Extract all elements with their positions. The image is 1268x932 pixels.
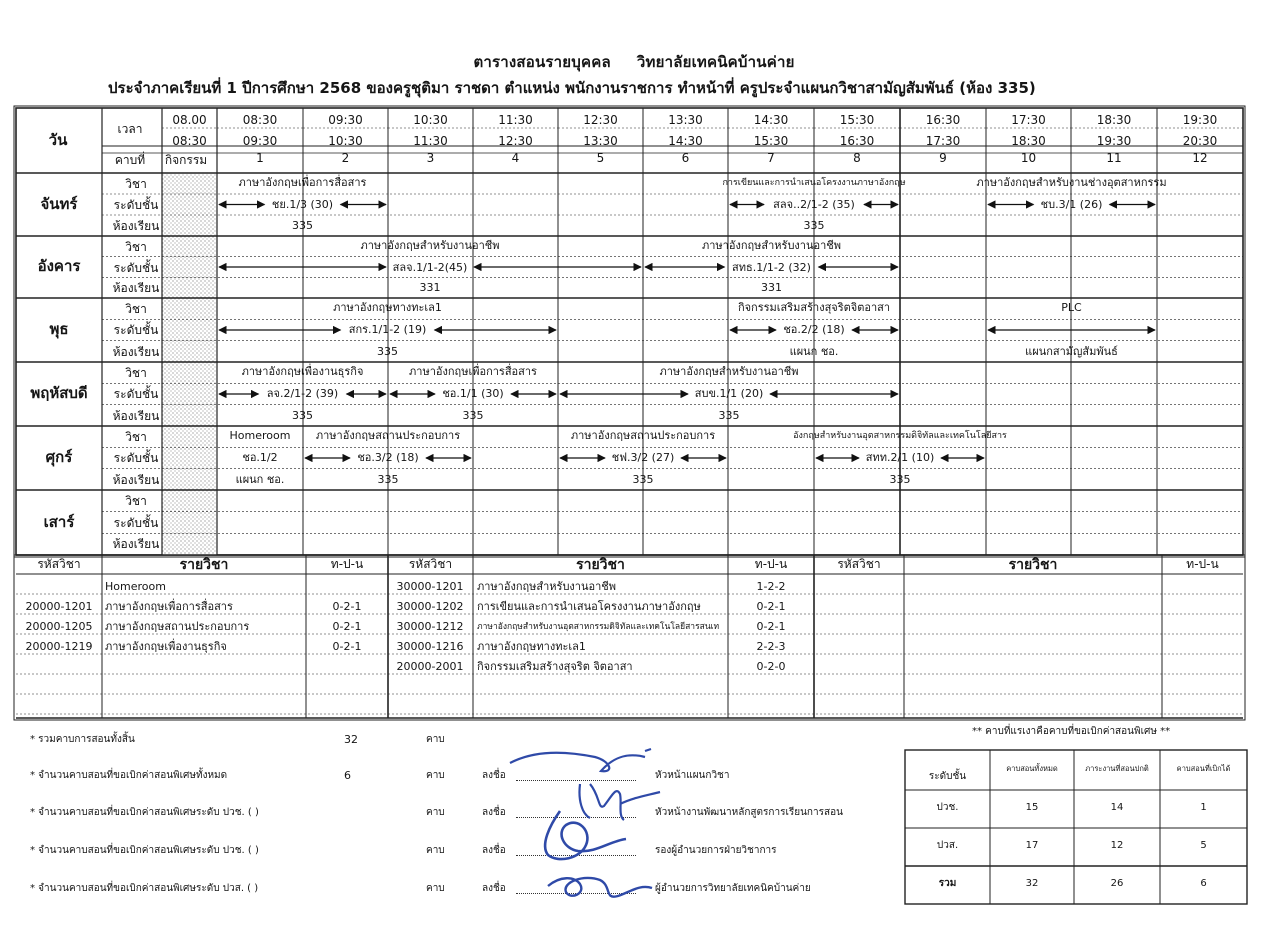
- time-end-2: 10:30: [328, 134, 363, 148]
- class-room: 335: [292, 219, 313, 232]
- subject-name: ภาษาอังกฤษสำหรับงานอาชีพ: [477, 580, 617, 593]
- signer-role: หัวหน้างานพัฒนาหลักสูตรการเรียนการสอน: [655, 807, 843, 818]
- class-subject: Homeroom: [229, 429, 291, 442]
- period-number-9: 9: [939, 151, 947, 165]
- day-2: พุธ: [49, 320, 69, 338]
- time-start-7: 14:30: [753, 113, 789, 127]
- period-number-1: 1: [256, 151, 264, 165]
- period-number-2: 2: [341, 151, 350, 165]
- subjects-header-8: ท-ป-น: [1186, 557, 1219, 571]
- row-label-3-1: ระดับชั้น: [113, 387, 159, 402]
- summary-normal: 12: [1110, 840, 1124, 851]
- class-level: ชอ.2/2 (18): [783, 323, 845, 337]
- subject-tpn: 0-2-0: [756, 660, 786, 673]
- summary-header-1: คาบสอนทั้งหมด: [1006, 764, 1058, 773]
- subjects-header-2: ท-ป-น: [330, 557, 364, 571]
- time-end-10: 18:30: [1011, 134, 1046, 148]
- class-subject: กิจกรรมเสริมสร้างสุจริตจิตอาสา: [737, 301, 891, 314]
- signature-director: [540, 866, 660, 906]
- subject-tpn: 0-2-1: [756, 620, 786, 633]
- class-subject: ภาษาอังกฤษสำหรับงานอาชีพ: [360, 239, 500, 252]
- subject-code: 30000-1201: [396, 580, 464, 593]
- row-label-1-2: ห้องเรียน: [112, 281, 160, 296]
- signer-role: รองผู้อำนวยการฝ่ายวิชาการ: [655, 845, 777, 856]
- time-end-3: 11:30: [413, 134, 448, 148]
- class-room: 335: [377, 344, 398, 358]
- day-1: อังคาร: [37, 257, 81, 275]
- subjects-header-0: รหัสวิชา: [37, 557, 81, 571]
- class-subject: ภาษาอังกฤษเพื่องานธุรกิจ: [241, 365, 364, 378]
- time-label: เวลา: [117, 122, 143, 136]
- class-level: ชอ.1/1 (30): [442, 387, 504, 401]
- period-number-11: 11: [1106, 151, 1122, 165]
- footer-label: * จำนวนคาบสอนที่ขอเบิกค่าสอนพิเศษระดับ ปวช. ( ): [30, 845, 259, 856]
- period-number-10: 10: [1020, 151, 1037, 165]
- title-schedule: ตารางสอนรายบุคคล: [473, 53, 611, 71]
- subject-code: 30000-1216: [396, 640, 464, 653]
- class-level: ชบ.3/1 (26): [1040, 198, 1103, 211]
- subject-name: Homeroom: [105, 580, 166, 593]
- time-start-3: 10:30: [413, 113, 448, 127]
- time-end-7: 15:30: [753, 134, 789, 148]
- subjects-header-6: รหัสวิชา: [837, 557, 881, 571]
- class-subject: ภาษาอังกฤษเพื่อการสื่อสาร: [238, 176, 367, 189]
- row-label-0-1: ระดับชั้น: [113, 198, 159, 212]
- subject-tpn: 0-2-1: [756, 600, 786, 613]
- period-number-4: 4: [511, 151, 520, 165]
- period-number-6: 6: [681, 151, 690, 165]
- time-end-6: 14:30: [668, 134, 703, 148]
- row-label-3-2: ห้องเรียน: [112, 408, 160, 423]
- class-level: สทธ.1/1-2 (32): [732, 260, 811, 274]
- class-level: สลจ.1/1-2(45): [392, 260, 468, 274]
- footer-unit: คาบ: [426, 883, 445, 894]
- class-level: สลจ..2/1-2 (35): [773, 198, 855, 211]
- time-end-5: 13:30: [583, 134, 618, 148]
- sign-label: ลงชื่อ: [482, 845, 506, 856]
- row-label-0-0: วิชา: [125, 177, 147, 191]
- summary-level: รวม: [938, 878, 957, 889]
- subjects-header-5: ท-ป-น: [754, 557, 788, 571]
- subjects-header-3: รหัสวิชา: [408, 557, 453, 571]
- time-start-8: 15:30: [839, 113, 875, 127]
- summary-header-2: ภาระงานที่สอนปกติ: [1085, 764, 1149, 773]
- class-level: ชอ.1/2: [242, 451, 278, 465]
- time-end-4: 12:30: [498, 134, 533, 148]
- class-level: สกร.1/1-2 (19): [348, 323, 427, 337]
- day-column-header: วัน: [48, 131, 68, 149]
- sign-label: ลงชื่อ: [482, 807, 506, 818]
- class-room: แผนก ชอ.: [789, 344, 839, 358]
- day-3: พฤหัสบดี: [30, 384, 88, 402]
- subject-name: กิจกรรมเสริมสร้างสุจริต จิตอาสา: [477, 660, 633, 673]
- footer-value: 6: [344, 769, 351, 782]
- class-level: ชฟ.3/2 (27): [611, 451, 675, 465]
- day-4: ศุกร์: [45, 448, 73, 466]
- class-room: 335: [377, 472, 399, 486]
- footer-value: 32: [344, 733, 358, 746]
- period-number-8: 8: [853, 151, 861, 165]
- day-5: เสาร์: [43, 512, 75, 531]
- time-start-10: 17:30: [1011, 113, 1046, 127]
- class-subject: อังกฤษสำหรับงานอุตสาหกรรมดิจิทัลและเทคโนโลยีสาร: [793, 431, 1007, 441]
- row-label-2-0: วิชา: [125, 302, 147, 316]
- class-room: 335: [889, 472, 911, 486]
- period-number-12: 12: [1192, 151, 1208, 165]
- row-label-1-1: ระดับชั้น: [113, 260, 159, 275]
- footer-label: * รวมคาบการสอนทั้งสิ้น: [30, 734, 135, 745]
- class-subject: ภาษาอังกฤษสถานประกอบการ: [315, 429, 461, 442]
- time-start-5: 12:30: [583, 113, 618, 127]
- class-room: 335: [632, 472, 654, 486]
- class-subject: ภาษาอังกฤษสถานประกอบการ: [570, 429, 716, 442]
- time-end-11: 19:30: [1096, 134, 1132, 148]
- summary-total: 32: [1025, 878, 1039, 889]
- subject-name: ภาษาอังกฤษสำหรับงานอุตสาหกรรมดิจิทัลและเทคโนโลยีสารสนเท: [477, 622, 720, 632]
- summary-header-3: คาบสอนที่เบิกได้: [1176, 764, 1231, 773]
- time-start-12: 19:30: [1182, 113, 1218, 127]
- document-subtitle: ประจำภาคเรียนที่ 1 ปีการศึกษา 2568 ของครูชุติมา ราชดา ตำแหน่ง พนักงานราชการ ทำหน้าที่ ครูประจำแผนกวิชาสามัญสัมพันธ์ (ห้อง 335): [108, 79, 1036, 97]
- class-room: 331: [419, 281, 441, 295]
- period-label: คาบที่: [114, 153, 146, 167]
- row-label-3-0: วิชา: [125, 366, 147, 380]
- class-room: 335: [462, 408, 484, 422]
- row-label-4-0: วิชา: [125, 430, 147, 444]
- title-college: วิทยาลัยเทคนิคบ้านค่าย: [636, 53, 795, 71]
- signer-role: ผู้อำนวยการวิทยาลัยเทคนิคบ้านค่าย: [655, 883, 811, 894]
- subject-name: ภาษาอังกฤษทางทะเล1: [477, 640, 586, 653]
- subject-tpn: 2-2-3: [756, 640, 786, 653]
- class-room: แผนก ชอ.: [235, 472, 285, 486]
- summary-total: 17: [1025, 840, 1039, 851]
- sign-label: ลงชื่อ: [482, 883, 506, 894]
- summary-level: ปวส.: [936, 840, 959, 851]
- period-number-5: 5: [596, 151, 605, 165]
- activity-label: กิจกรรม: [164, 153, 208, 167]
- row-label-1-0: วิชา: [125, 240, 147, 254]
- subject-code: 30000-1202: [396, 600, 464, 613]
- subject-tpn: 0-2-1: [332, 600, 362, 613]
- time-start-9: 16:30: [925, 113, 961, 127]
- summary-header-0: ระดับชั้น: [928, 771, 967, 782]
- time-end-1: 09:30: [242, 134, 278, 148]
- footer-label: * จำนวนคาบสอนที่ขอเบิกค่าสอนพิเศษทั้งหมด: [30, 770, 228, 781]
- period-number-3: 3: [426, 151, 435, 165]
- class-subject: ภาษาอังกฤษสำหรับงานอาชีพ: [659, 365, 799, 378]
- subject-name: ภาษาอังกฤษสถานประกอบการ: [105, 620, 250, 633]
- subject-code: 20000-2001: [396, 660, 464, 673]
- time-start-1: 08:30: [242, 113, 278, 127]
- footer-unit: คาบ: [426, 807, 445, 818]
- class-room: 335: [292, 408, 313, 422]
- footer-label: * จำนวนคาบสอนที่ขอเบิกค่าสอนพิเศษระดับ ปวช. ( ): [30, 807, 259, 818]
- sign-label: ลงชื่อ: [482, 770, 506, 781]
- class-subject: ภาษาอังกฤษสำหรับงานช่างอุตสาหกรรม: [976, 176, 1167, 189]
- signer-role: หัวหน้าแผนกวิชา: [655, 770, 730, 781]
- footer-label: * จำนวนคาบสอนที่ขอเบิกค่าสอนพิเศษระดับ ปวส. ( ): [30, 883, 259, 894]
- row-label-4-1: ระดับชั้น: [113, 451, 159, 466]
- class-level: ลจ.2/1-2 (39): [266, 387, 339, 401]
- summary-normal: 26: [1110, 878, 1124, 889]
- class-room: 335: [718, 408, 740, 422]
- row-label-5-0: วิชา: [125, 494, 147, 508]
- class-level: สทท.2/1 (10): [865, 451, 935, 465]
- subject-name: ภาษาอังกฤษเพื่อการสื่อสาร: [105, 600, 233, 613]
- row-label-5-2: ห้องเรียน: [112, 537, 160, 552]
- summary-level: ปวช.: [936, 802, 959, 813]
- summary-total: 15: [1025, 802, 1039, 813]
- row-label-2-2: ห้องเรียน: [112, 344, 160, 359]
- time-start-11: 18:30: [1096, 113, 1132, 127]
- summary-claim: 1: [1200, 802, 1207, 813]
- subject-code: 20000-1219: [25, 640, 93, 653]
- subject-name: การเขียนและการนำเสนอโครงงานภาษาอังกฤษ: [477, 600, 701, 613]
- summary-claim: 5: [1200, 840, 1207, 851]
- time-end-0: 08:30: [172, 134, 207, 148]
- row-label-2-1: ระดับชั้น: [113, 323, 159, 338]
- class-room: 331: [761, 281, 782, 295]
- subject-name: ภาษาอังกฤษเพื่องานธุรกิจ: [105, 640, 227, 653]
- subjects-header-1: รายวิชา: [179, 557, 229, 573]
- class-room: แผนกสามัญสัมพันธ์: [1025, 344, 1118, 358]
- footer-unit: คาบ: [426, 845, 445, 856]
- subject-tpn: 0-2-1: [332, 640, 362, 653]
- time-end-12: 20:30: [1182, 134, 1218, 148]
- signature-deputy-director: [530, 805, 640, 865]
- subject-code: 20000-1201: [25, 600, 93, 613]
- row-label-4-2: ห้องเรียน: [112, 472, 160, 487]
- subjects-header-7: รายวิชา: [1008, 557, 1058, 573]
- row-label-5-1: ระดับชั้น: [113, 515, 159, 530]
- class-subject: ภาษาอังกฤษสำหรับงานอาชีพ: [701, 239, 842, 252]
- subject-tpn: 0-2-1: [332, 620, 362, 633]
- class-level: ชอ.3/2 (18): [357, 451, 419, 465]
- time-start-6: 13:30: [668, 113, 703, 127]
- time-start-4: 11:30: [498, 113, 533, 127]
- summary-claim: 6: [1200, 878, 1207, 889]
- subject-tpn: 1-2-2: [756, 580, 786, 593]
- class-level: สบข.1/1 (20): [694, 387, 764, 401]
- time-end-9: 17:30: [925, 134, 961, 148]
- summary-normal: 14: [1110, 802, 1124, 813]
- class-subject: การเขียนและการนำเสนอโครงงานภาษาอังกฤษ: [722, 178, 906, 188]
- class-level: ชย.1/3 (30): [271, 198, 334, 211]
- shading-note: ** คาบที่แรเงาคือคาบที่ขอเบิกค่าสอนพิเศษ **: [972, 726, 1171, 737]
- footer-unit: คาบ: [426, 734, 445, 745]
- time-start-2: 09:30: [328, 113, 363, 127]
- class-room: 335: [803, 219, 825, 232]
- time-start-0: 08.00: [172, 113, 207, 127]
- class-subject: PLC: [1061, 301, 1082, 314]
- row-label-0-2: ห้องเรียน: [112, 219, 160, 233]
- subjects-header-4: รายวิชา: [576, 557, 625, 573]
- footer-unit: คาบ: [426, 770, 445, 781]
- period-number-7: 7: [767, 151, 775, 165]
- subject-code: 30000-1212: [396, 620, 464, 633]
- subject-code: 20000-1205: [25, 620, 93, 633]
- time-end-8: 16:30: [839, 134, 875, 148]
- class-subject: ภาษาอังกฤษทางทะเล1: [333, 301, 442, 314]
- day-0: จันทร์: [40, 194, 78, 213]
- class-subject: ภาษาอังกฤษเพื่อการสื่อสาร: [409, 365, 537, 378]
